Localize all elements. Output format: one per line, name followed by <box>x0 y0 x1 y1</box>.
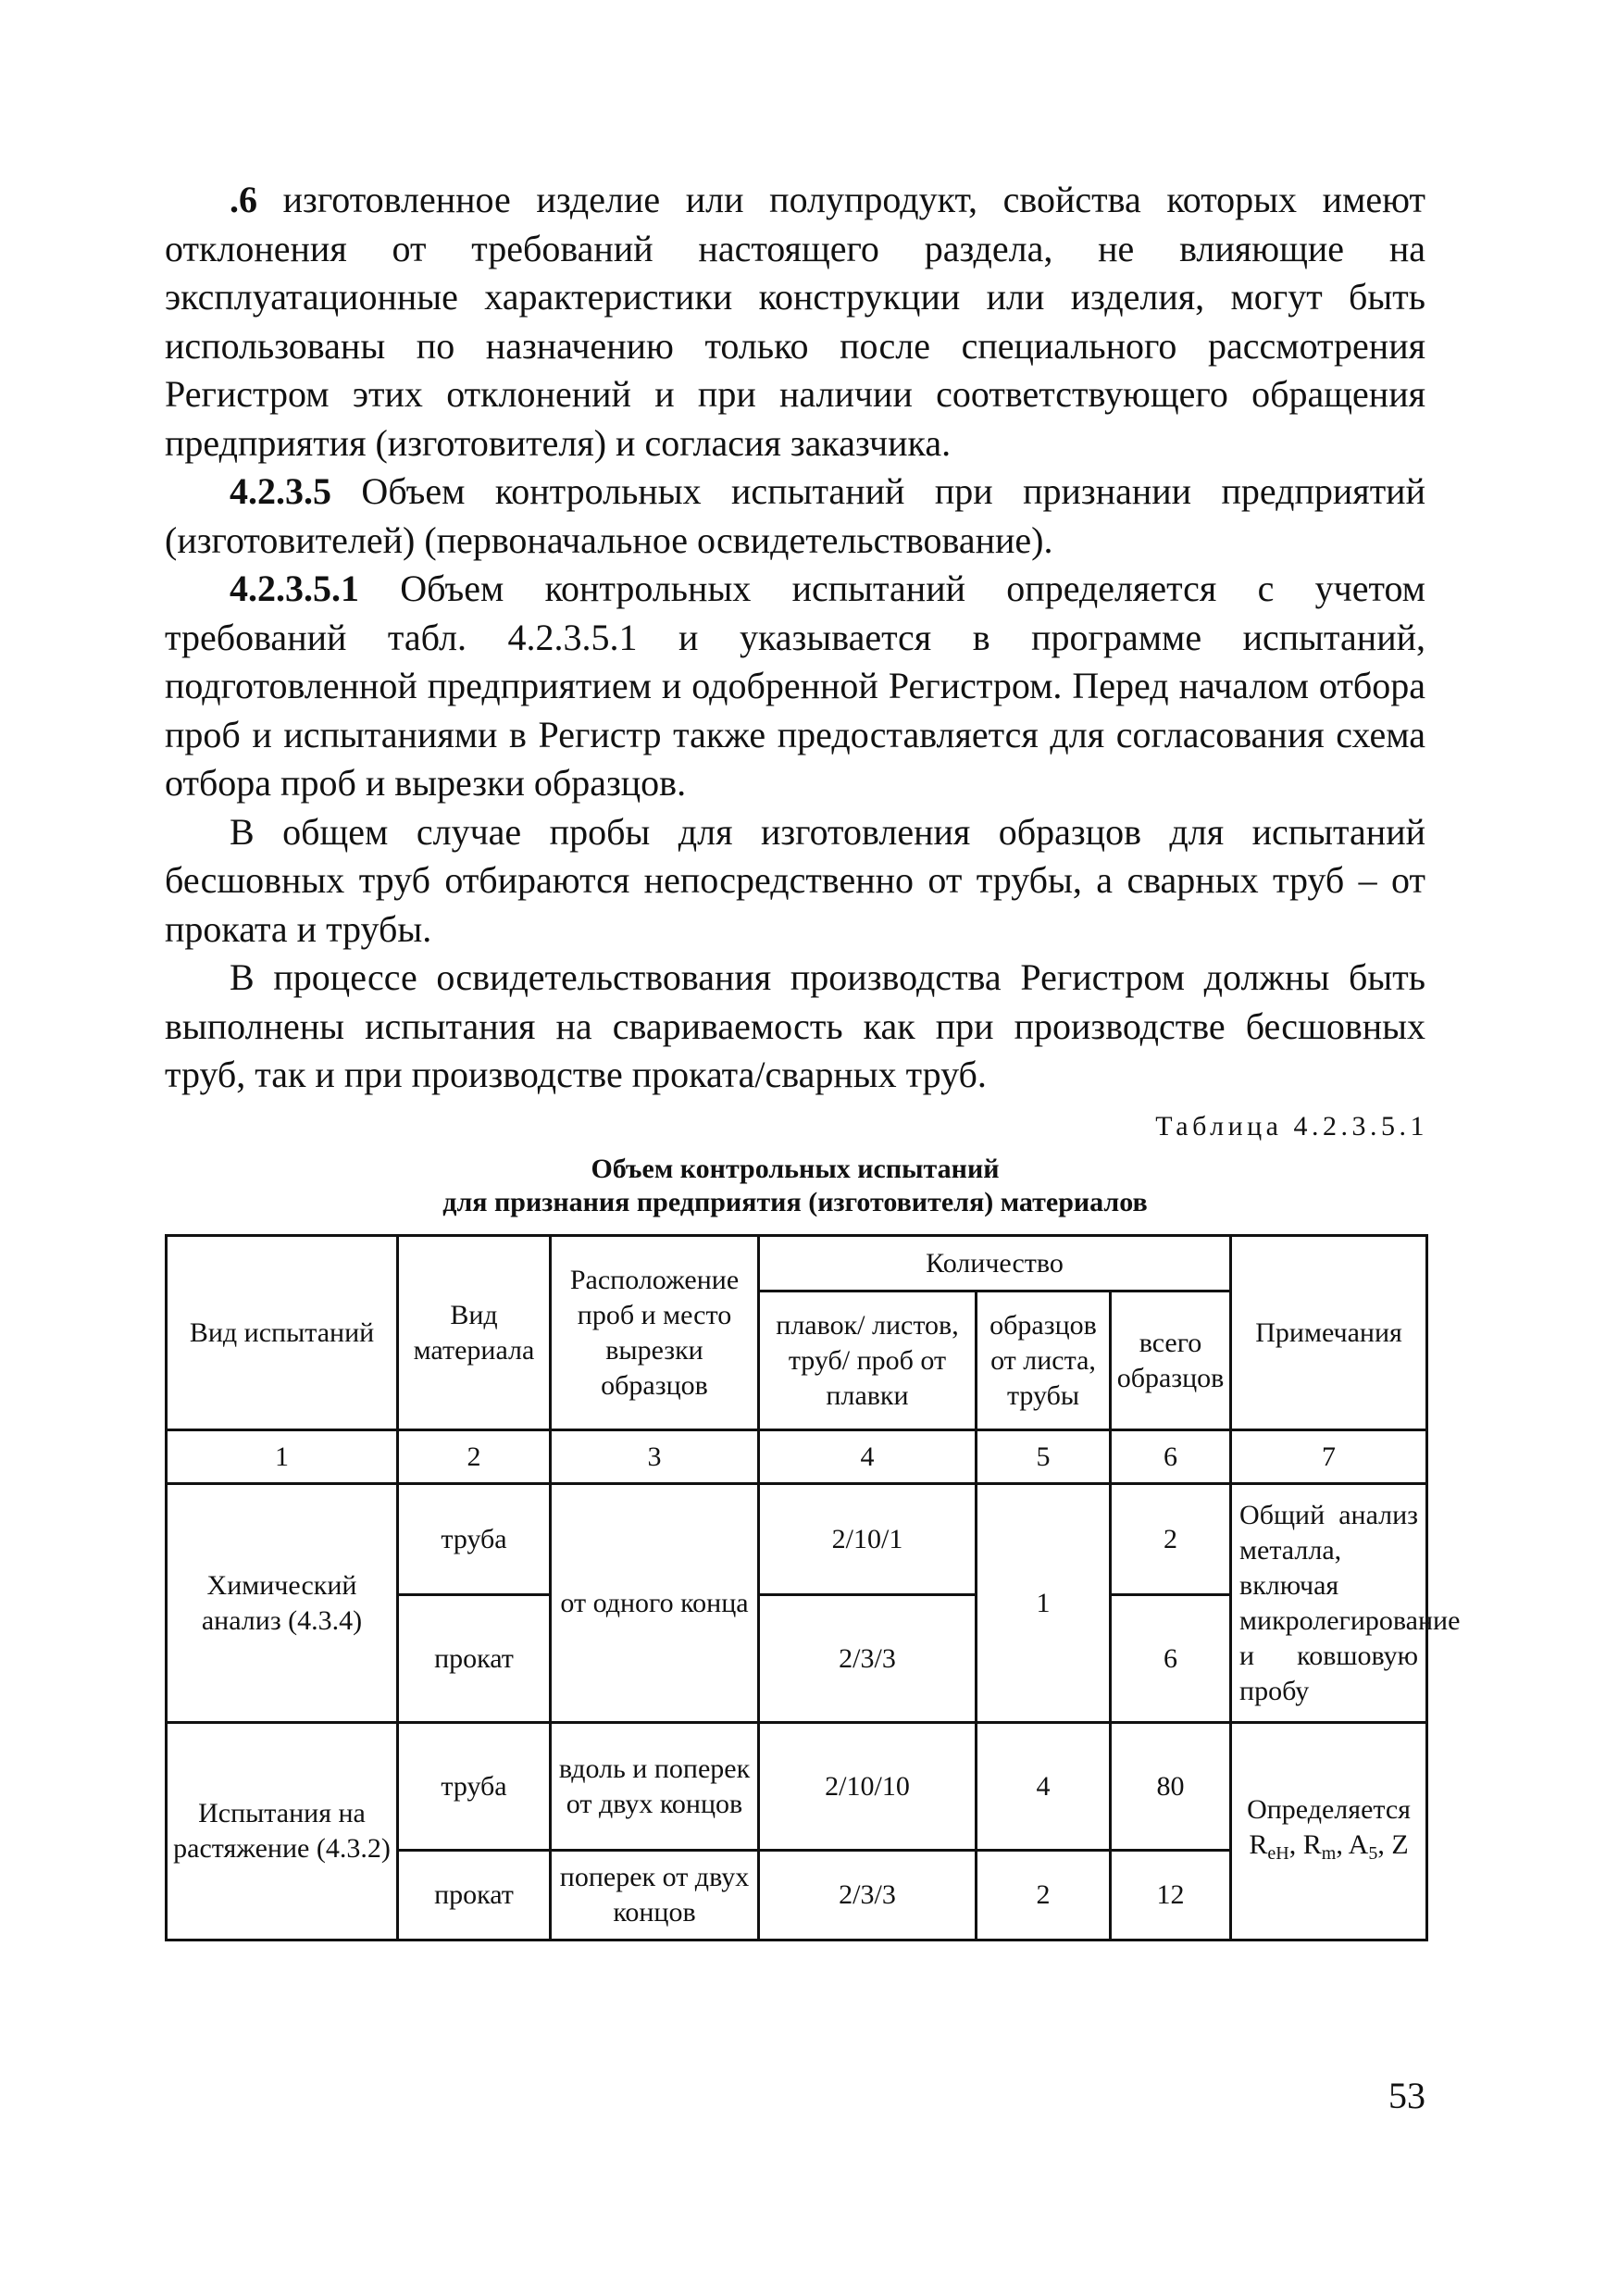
header-total: всего образцов <box>1111 1292 1231 1430</box>
paragraph-lead: .6 <box>230 179 257 220</box>
location-cell: вдоль и поперек от двух концов <box>551 1723 759 1851</box>
paragraph <box>165 954 1425 1100</box>
material-cell: прокат <box>398 1851 551 1940</box>
header-notes: Примечания <box>1231 1236 1427 1430</box>
paragraph-text: Объем контрольных испытаний при признании предприятий (изготовителей) (первоначальное освидетельствование). <box>165 470 1425 561</box>
header-quantity: Количество <box>759 1236 1231 1292</box>
header-test-type: Вид испытаний <box>167 1236 398 1430</box>
column-number: 4 <box>759 1430 977 1484</box>
chemical-note: Общий анализ металла, включая микролегирование и ковшовую пробу <box>1231 1484 1427 1723</box>
column-number: 5 <box>977 1430 1111 1484</box>
tensile-test-name: Испытания на растяжение (4.3.2) <box>167 1723 398 1940</box>
paragraph <box>165 468 1425 565</box>
formula-r: R <box>1302 1828 1322 1860</box>
tests-table <box>165 1234 1461 1941</box>
column-number: 7 <box>1231 1430 1427 1484</box>
location-cell: поперек от двух концов <box>551 1851 759 1940</box>
material-cell: труба <box>398 1723 551 1851</box>
melts-cell: 2/3/3 <box>759 1851 977 1940</box>
table-title-line: для признания предприятия (изготовителя) материалов <box>442 1187 1148 1217</box>
table-title-line: Объем контрольных испытаний <box>591 1154 1000 1184</box>
column-number: 1 <box>167 1430 398 1484</box>
samples-cell: 1 <box>977 1484 1111 1723</box>
formula-z: , Z <box>1377 1828 1409 1860</box>
paragraph <box>165 808 1425 955</box>
samples-cell: 4 <box>977 1723 1111 1851</box>
location-cell: от одного конца <box>551 1484 759 1723</box>
tensile-note <box>1231 1723 1427 1940</box>
melts-cell: 2/3/3 <box>759 1595 977 1723</box>
tensile-note-prefix: Определяется <box>1247 1793 1411 1825</box>
paragraph-text: изготовленное изделие или полупродукт, свойства которых имеют отклонения от требований настоящего раздела, не влияющие на эксплуатационные характеристики конструкции или изделия, могут быть использованы по назначению только после специального рассмотрения Регистром этих отклонений и при наличии соответствующего обращения предприятия (изготовителя) и согласия заказчика. <box>165 179 1425 464</box>
body-text <box>165 176 1425 1100</box>
total-cell: 80 <box>1111 1723 1231 1851</box>
samples-cell: 2 <box>977 1851 1111 1940</box>
total-cell: 2 <box>1111 1484 1231 1595</box>
page-number: 53 <box>1388 2075 1425 2116</box>
total-cell: 6 <box>1111 1595 1231 1723</box>
column-number: 2 <box>398 1430 551 1484</box>
material-cell: прокат <box>398 1595 551 1723</box>
paragraph-text: В общем случае пробы для изготовления образцов для испытаний бесшовных труб отбираются непосредственно от трубы, а сварных труб – от проката и трубы. <box>165 810 1425 950</box>
paragraph <box>165 176 1425 468</box>
header-melts: плавок/ листов, труб/ проб от плавки <box>759 1292 977 1430</box>
formula-r: R <box>1249 1828 1268 1860</box>
table-caption: Таблица 4.2.3.5.1 <box>1155 1111 1428 1142</box>
chemical-test-name: Химический анализ (4.3.4) <box>167 1484 398 1723</box>
paragraph-text: В процессе освидетельствования производства Регистром должны быть выполнены испытания на свариваемость как при производстве бесшовных труб, так и при производстве проката/сварных труб. <box>165 956 1425 1095</box>
paragraph <box>165 565 1425 808</box>
formula-sub: 5 <box>1368 1842 1378 1864</box>
paragraph-text: Объем контрольных испытаний определяется с учетом требований табл. 4.2.3.5.1 и указывается в программе испытаний, подготовленной предприятием и одобренной Регистром. Перед началом отбора проб и испытаниями в Регистр также предоставляется для согласования схема отбора проб и вырезки образцов. <box>165 568 1425 804</box>
table-title <box>165 1153 1425 1219</box>
column-number: 3 <box>551 1430 759 1484</box>
column-number: 6 <box>1111 1430 1231 1484</box>
melts-cell: 2/10/10 <box>759 1723 977 1851</box>
formula-sep: , A <box>1336 1828 1369 1860</box>
paragraph-lead: 4.2.3.5.1 <box>230 568 359 609</box>
paragraph-lead: 4.2.3.5 <box>230 470 331 512</box>
header-samples: образцов от листа, трубы <box>977 1292 1111 1430</box>
tensile-note-formula <box>1236 1828 1422 1871</box>
header-location: Расположение проб и место вырезки образцов <box>551 1236 759 1430</box>
formula-sub: eH <box>1267 1842 1289 1864</box>
total-cell: 12 <box>1111 1851 1231 1940</box>
header-material-type: Вид материала <box>398 1236 551 1430</box>
formula-sub: m <box>1321 1842 1337 1864</box>
melts-cell: 2/10/1 <box>759 1484 977 1595</box>
formula-sep: , <box>1288 1828 1303 1860</box>
material-cell: труба <box>398 1484 551 1595</box>
